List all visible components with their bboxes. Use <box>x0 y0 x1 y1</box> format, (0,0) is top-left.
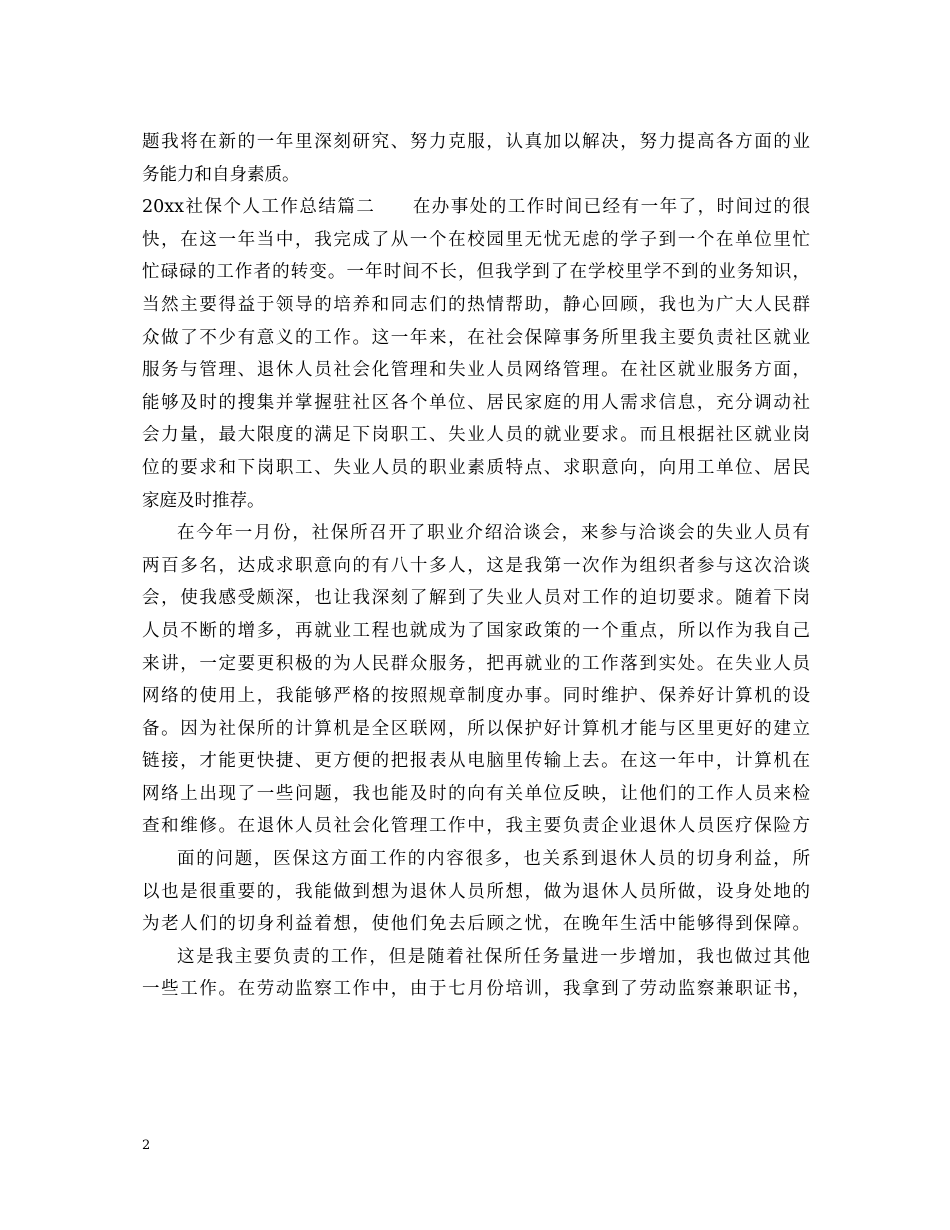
page-number: 2 <box>142 1138 151 1153</box>
text-line: 链接，才能更快捷、更方便的把报表从电脑里传输上去。在这一年中，计算机在 <box>142 751 810 772</box>
text-line: 备。因为社保所的计算机是全区联网，所以保护好计算机才能与区里更好的建立 <box>142 718 810 739</box>
text-line: 来讲，一定要更积极的为人民群众服务，把再就业的工作落到实处。在失业人员 <box>142 653 810 674</box>
text-line: 务能力和自身素质。 <box>142 164 300 185</box>
text-line: 一些工作。在劳动监察工作中，由于七月份培训，我拿到了劳动监察兼职证书， <box>142 979 810 1000</box>
text-line: 网络上出现了一些问题，我也能及时的向有关单位反映，让他们的工作人员来检 <box>142 783 810 804</box>
text-line: 众做了不少有意义的工作。这一年来，在社会保障事务所里我主要负责社区就业 <box>142 327 810 348</box>
paragraph-start-line: 在今年一月份，社保所召开了职业介绍洽谈会，来参与洽谈会的失业人员有 <box>177 523 810 544</box>
text-line: 快，在这一年当中，我完成了从一个在校园里无忧无虑的学子到一个在单位里忙 <box>142 229 810 250</box>
section-heading-line <box>142 191 810 224</box>
text-line: 位的要求和下岗职工、失业人员的职业素质特点、求职意向，向用工单位、居民 <box>142 457 810 478</box>
text-line: 会，使我感受颇深，也让我深刻了解到了失业人员对工作的迫切要求。随着下岗 <box>142 588 810 609</box>
paragraph-start-line: 这是我主要负责的工作，但是随着社保所任务量进一步增加，我也做过其他 <box>177 946 810 967</box>
text-line: 人员不断的增多，再就业工程也就成为了国家政策的一个重点，所以作为我自己 <box>142 620 810 641</box>
text-line: 在办事处的工作时间已经有一年了，时间过的很 <box>411 197 810 218</box>
text-line: 能够及时的搜集并掌握驻社区各个单位、居民家庭的用人需求信息，充分调动社 <box>142 392 810 413</box>
text-line: 两百多名，达成求职意向的有八十多人，这是我第一次作为组织者参与这次洽谈 <box>142 555 810 576</box>
body-text <box>142 126 810 1006</box>
text-line: 网络的使用上，我能够严格的按照规章制度办事。同时维护、保养好计算机的设 <box>142 686 810 707</box>
section-title: 20xx社保个人工作总结篇二 <box>142 197 376 218</box>
text-line: 当然主要得益于领导的培养和同志们的热情帮助，静心回顾，我也为广大人民群 <box>142 294 810 315</box>
text-line: 查和维修。在退休人员社会化管理工作中，我主要负责企业退休人员医疗保险方 <box>142 816 810 837</box>
paragraph-start-line: 面的问题，医保这方面工作的内容很多，也关系到退休人员的切身利益，所 <box>177 849 810 870</box>
text-line: 以也是很重要的，我能做到想为退休人员所想，做为退休人员所做，设身处地的 <box>142 881 810 902</box>
text-line: 为老人们的切身利益着想，使他们免去后顾之忧，在晚年生活中能够得到保障。 <box>142 914 810 935</box>
text-line: 家庭及时推荐。 <box>142 490 265 511</box>
text-line: 忙碌碌的工作者的转变。一年时间不长，但我学到了在学校里学不到的业务知识， <box>142 262 810 283</box>
text-line: 会力量，最大限度的满足下岗职工、失业人员的就业要求。而且根据社区就业岗 <box>142 425 810 446</box>
text-line: 题我将在新的一年里深刻研究、努力克服，认真加以解决，努力提高各方面的业 <box>142 132 810 152</box>
text-line: 服务与管理、退休人员社会化管理和失业人员网络管理。在社区就业服务方面， <box>142 360 810 381</box>
